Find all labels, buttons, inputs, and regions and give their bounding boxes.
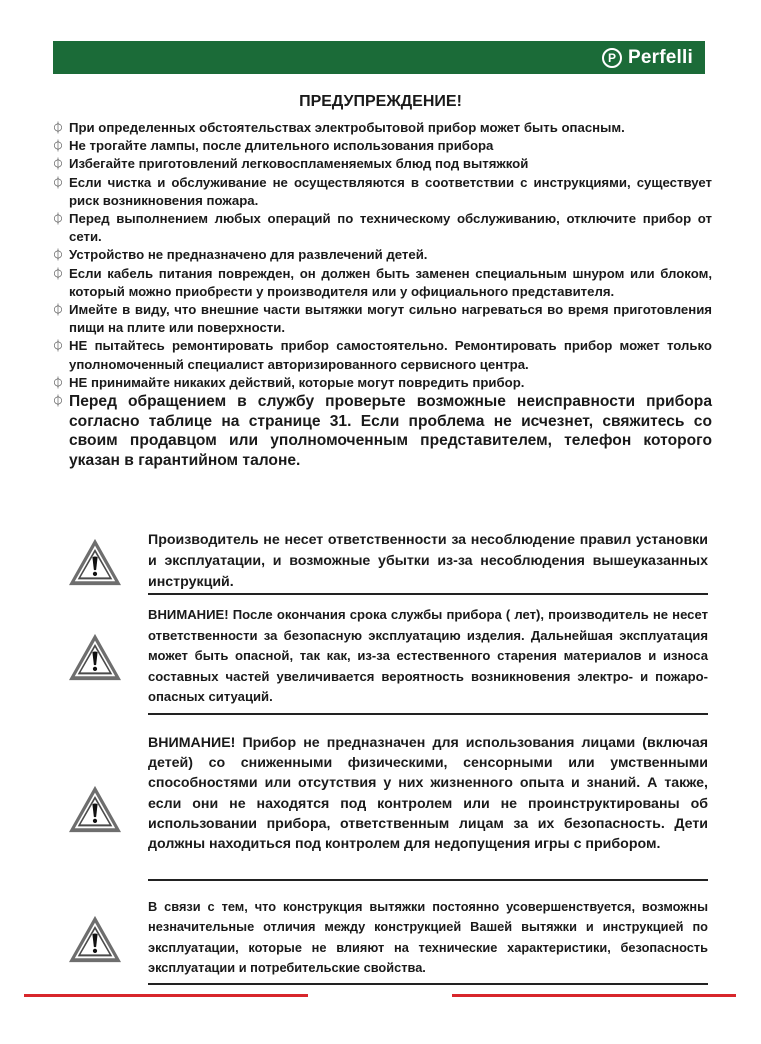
- bullet-icon: ⏀: [52, 212, 65, 227]
- bullet-icon: ⏀: [52, 339, 65, 354]
- warning-triangle-icon: [66, 783, 124, 835]
- bullet-icon: ⏀: [52, 175, 65, 190]
- list-item: ⏀ Перед обращением в службу проверьте возможные неисправности прибора согласно таблице на странице 31. Если проблема не исчезнет, свяжитесь со своим продавцом или уполномоченным представителем, телефон которого указан в гарантийном талоне.: [52, 393, 712, 469]
- bullet-icon: ⏀: [52, 157, 65, 172]
- footer-line-left: [24, 994, 308, 997]
- bullet-icon: ⏀: [52, 303, 65, 318]
- list-item: ⏀ Если чистка и обслуживание не осуществляются в соответствии с инструкциями, существует риск возникновения пожара.: [52, 174, 712, 208]
- brand-name: Perfelli: [628, 46, 693, 68]
- bullet-icon: ⏀: [52, 266, 65, 281]
- divider: [148, 983, 708, 985]
- page-title: ПРЕДУПРЕЖДЕНИЕ!: [299, 93, 462, 110]
- list-item: ⏀ НЕ пытайтесь ремонтировать прибор самостоятельно. Ремонтировать прибор может только уполномоченный специалист авторизированного сервисного центра.: [52, 338, 712, 372]
- notice-text: ВНИМАНИЕ! Прибор не предназначен для использования лицами (включая детей) со сниженными физическими, сенсорными или умственными способностями или отсутствия у них жизненного опыта и знаний. А также, если они не находятся под контролем или не проинструктированы об использовании прибора, ответственным лицам за их безопасность. Дети должны находиться под контролем для недопущения игры с прибором.: [148, 735, 708, 853]
- list-item: ⏀ Имейте в виду, что внешние части вытяжки могут сильно нагреваться во время приготовления пищи на плите или поверхности.: [52, 302, 712, 336]
- list-item: ⏀ Перед выполнением любых операций по техническому обслуживанию, отключите прибор от сети.: [52, 211, 712, 245]
- list-item: ⏀ При определенных обстоятельствах электробытовой прибор может быть опасным.: [52, 119, 712, 137]
- warning-list: [52, 119, 712, 470]
- notice-text: ВНИМАНИЕ! После окончания срока службы прибора ( лет), производитель не несет ответственности за безопасную эксплуатацию изделия. Дальнейшая эксплуатация может быть опасной, так как, из-за естественного старения материалов и износа составных частей увеличивается вероятность возникновения электро- и пожаро-опасных ситуаций.: [148, 607, 708, 705]
- list-item: ⏀ Не трогайте лампы, после длительного использования прибора: [52, 137, 712, 155]
- list-item: ⏀ НЕ принимайте никаких действий, которые могут повредить прибор.: [52, 374, 712, 392]
- list-item: ⏀ Если кабель питания поврежден, он должен быть заменен специальным шнуром или блоком, который можно приобрести у производителя или у официального представителя.: [52, 265, 712, 299]
- notice-text: Производитель не несет ответственности за несоблюдение правил установки и эксплуатации, и возможные убытки из-за несоблюдения вышеуказанных инструкций.: [148, 532, 708, 590]
- brand-logo-icon: P: [602, 48, 622, 68]
- warning-triangle-icon: [66, 631, 124, 683]
- bullet-icon: ⏀: [52, 375, 65, 390]
- notice-children: [52, 733, 708, 881]
- brand: [602, 45, 693, 70]
- bullet-icon: ⏀: [52, 139, 65, 154]
- bullet-icon: ⏀: [52, 248, 65, 263]
- bullet-icon: ⏀: [52, 121, 65, 135]
- divider: [148, 593, 708, 595]
- list-item: ⏀ Избегайте приготовлений легковоспламеняемых блюд под вытяжкой: [52, 155, 712, 173]
- warning-triangle-icon: [66, 536, 124, 588]
- notice-service-life: [52, 605, 708, 715]
- notice-liability: [52, 530, 708, 595]
- divider: [148, 713, 708, 715]
- list-item: ⏀ Устройство не предназначено для развлечений детей.: [52, 246, 712, 264]
- notice-design-changes: [52, 897, 708, 985]
- notice-text: В связи с тем, что конструкция вытяжки постоянно усовершенствуется, возможны незначительные отличия между конструкцией Вашей вытяжки и инструкцией по эксплуатации, которые не влияют на технические характеристики, безопасность эксплуатации и потребительские свойства.: [148, 899, 708, 975]
- warning-triangle-icon: [66, 913, 124, 965]
- divider: [148, 879, 708, 881]
- header-bar: [53, 41, 705, 74]
- bullet-icon: ⏀: [52, 394, 65, 409]
- footer-line-right: [452, 994, 736, 997]
